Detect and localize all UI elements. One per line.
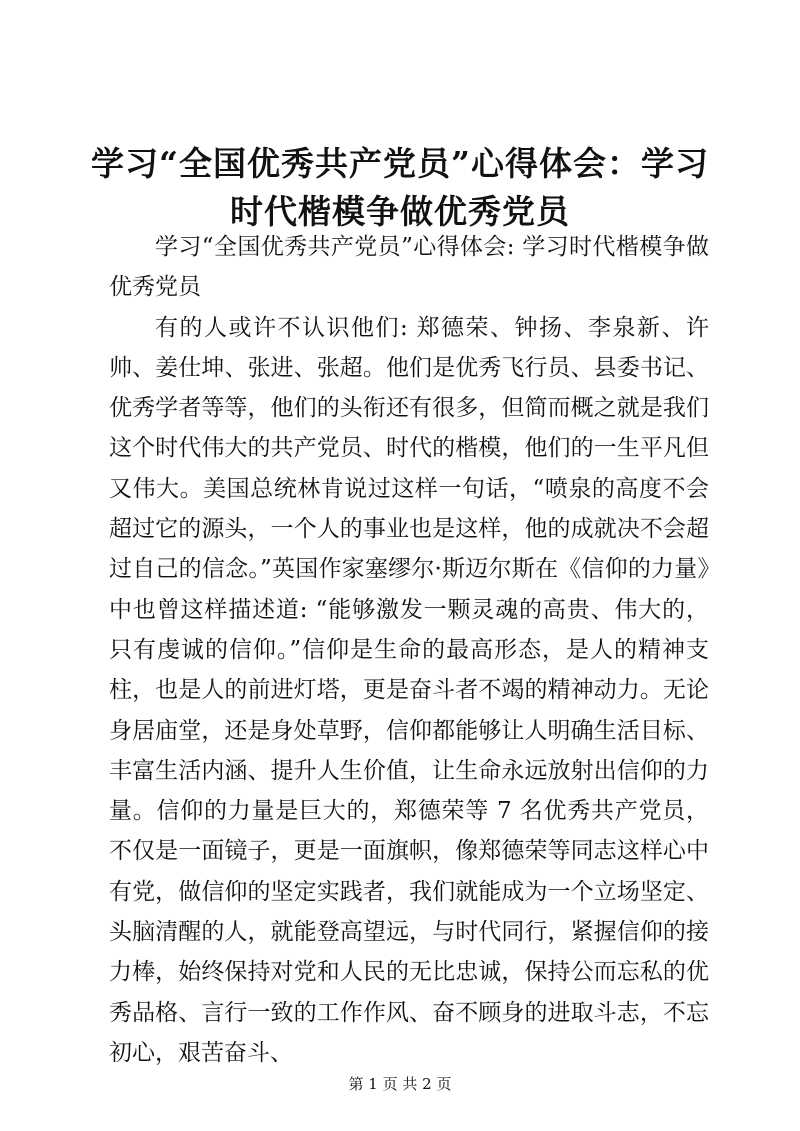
page-footer: 第 1 页 共 2 页 xyxy=(348,1075,452,1093)
document-title: 学习“全国优秀共产党员”心得体会：学习时代楷模争做优秀党员 xyxy=(91,144,709,231)
paragraph-subtitle: 学习“全国优秀共产党员”心得体会: 学习时代楷模争做优秀党员 xyxy=(109,234,709,301)
document-body xyxy=(109,227,709,1073)
paragraph-main: 有的人或许不认识他们: 郑德荣、钟扬、李泉新、许帅、姜仕坤、张进、张超。他们是优秀飞行员、县委书记、优秀学者等等，他们的头衔还有很多，但简而概之就是我们这个时代伟大的共产党员、时代的楷模，他们的一生平凡但又伟大。美国总统林肯说过这样一句话，“喷泉的高度不会超过它的源头，一个人的事业也是这样，他的成就决不会超过自己的信念。”英国作家塞缪尔·斯迈尔斯在《信仰的力量》中也曾这样描述道: “能够激发一颗灵魂的高贵、伟大的，只有虔诚的信仰。”信仰是生命的最高形态，是人的精神支柱，也是人的前进灯塔，更是奋斗者不竭的精神动力。无论身居庙堂，还是身处草野，信仰都能够让人明确生活目标、丰富生活内涵、提升人生价值，让生命永远放射出信仰的力量。信仰的力量是巨大的，郑德荣等 7 名优秀共产党员，不仅是一面镜子，更是一面旗帜，像郑德荣等同志这样心中有党，做信仰的坚定实践者，我们就能成为一个立场坚定、头脑清醒的人，就能登高望远，与时代同行，紧握信仰的接力棒，始终保持对党和人民的无比忠诚，保持公而忘私的优秀品格、言行一致的工作作风、奋不顾身的进取斗志，不忘初心，艰苦奋斗、 xyxy=(109,314,709,1066)
